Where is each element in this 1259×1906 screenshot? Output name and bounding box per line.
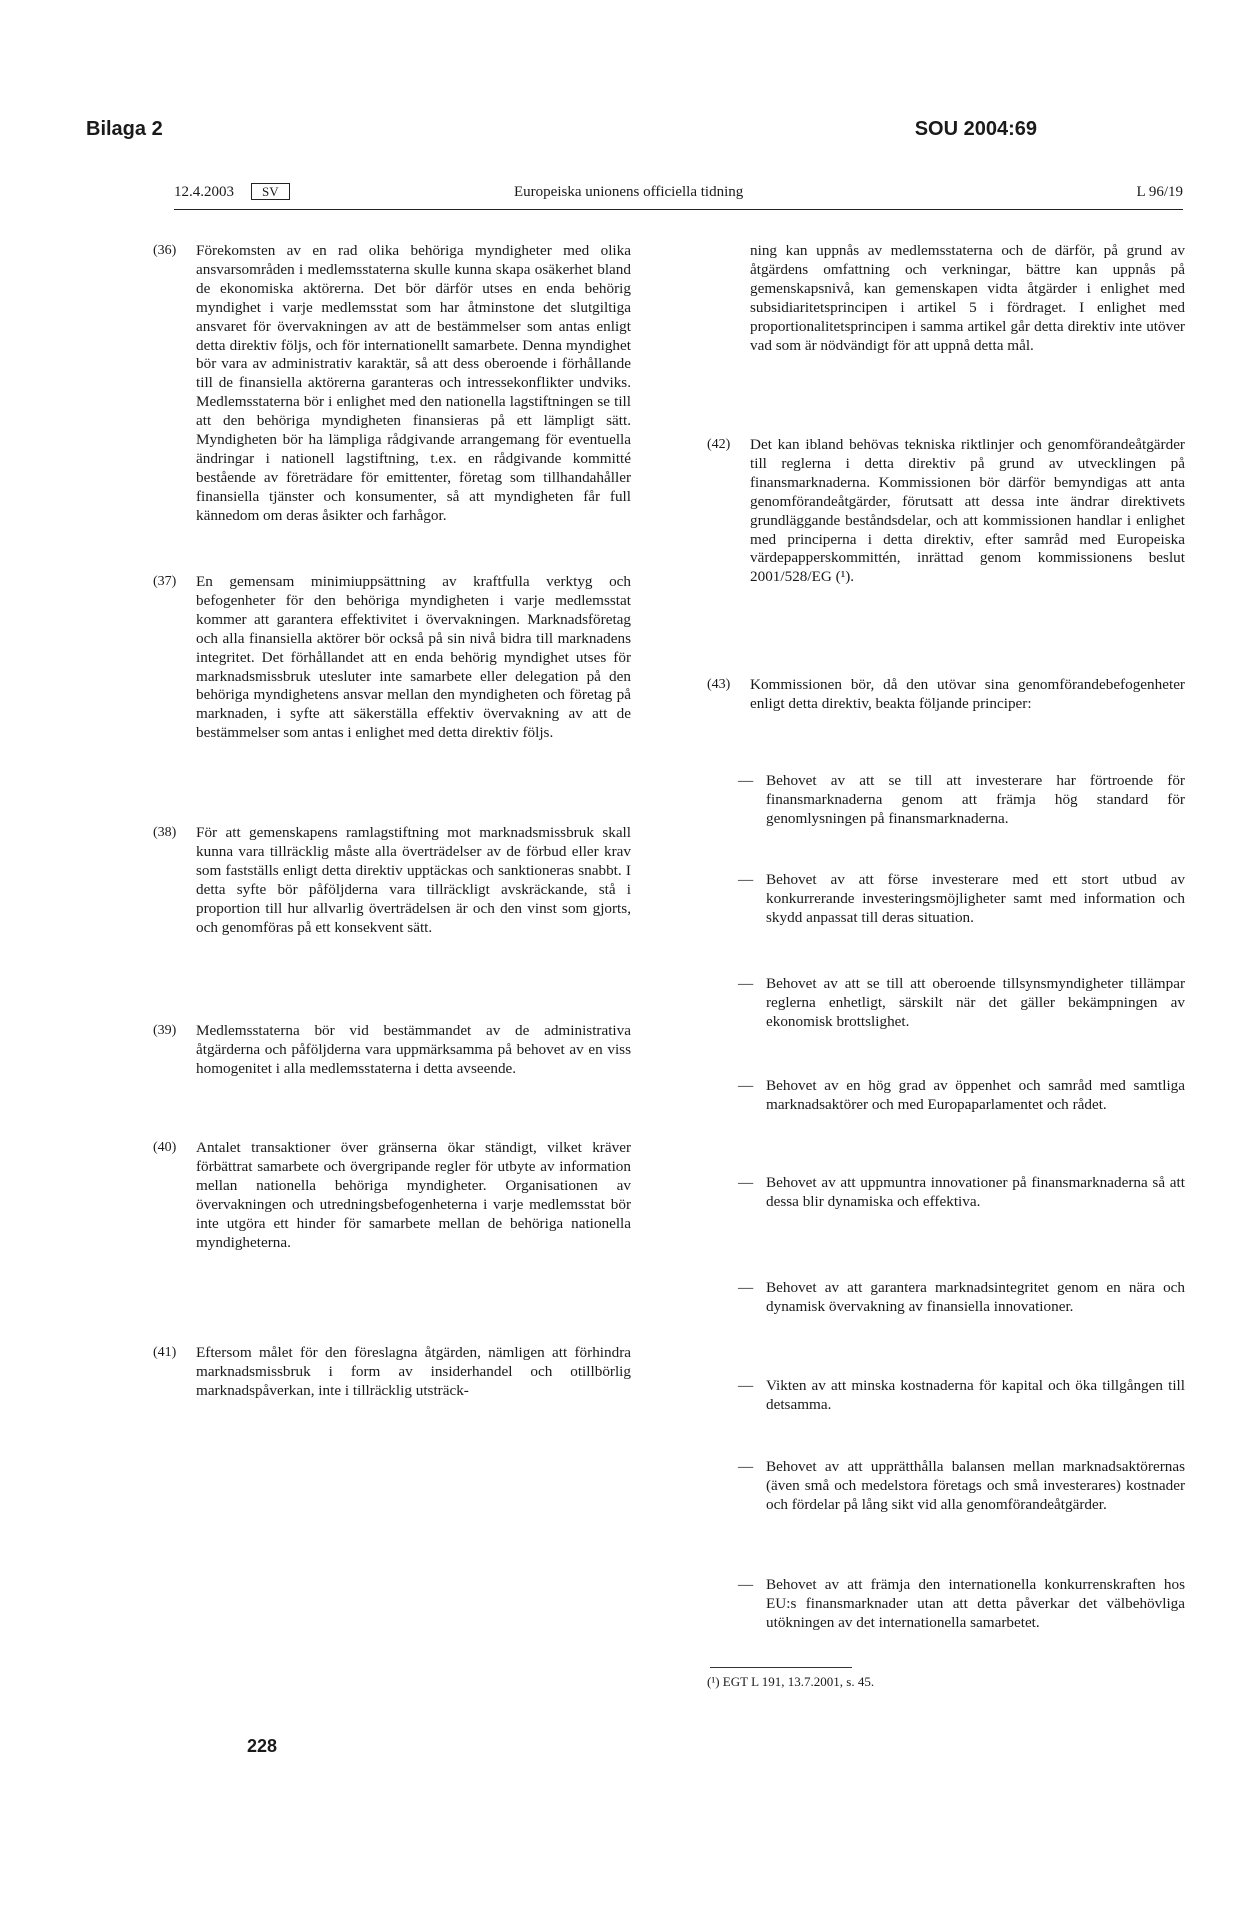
recital-text: Förekomsten av en rad olika behöriga myndigheter med olika ansvarsområden i medlemsstaterna skulle kunna skapa osäkerhet bland de ekonomiska aktörerna. Det bör därför utses en enda behörig myndighet i varje medlemsstat som har åtminstone det slutgiltiga ansvaret för övervakningen av att de bestämmelser som antas enligt detta direktiv följs, och för internationellt samarbete. Denna myndighet bör vara av administrativ karaktär, så att dess oberoende i förhållande till de finansiella aktörerna garanteras och intressekonflikter undviks. Medlemsstaterna bör i enlighet med den nationella lagstiftningen se till att den behöriga myndigheten finansieras på ett lämpligt sätt. Myndigheten bör ha lämpliga rådgivande arrangemang för eventuella ändringar i nationell lagstiftning, t.ex. en rådgivande kommitté bestående av företrädare för emittenter, företag som tillhandahåller finansiella tjänster och konsumenter, så att myndigheten får full kännedom om deras åsikter och farhågor.: [196, 242, 631, 524]
recital-number: (37): [153, 574, 177, 589]
recital-37: [153, 573, 631, 743]
dash-marker: —: [738, 1174, 754, 1191]
principle-item: [738, 1377, 1185, 1415]
dash-marker: —: [738, 1377, 754, 1394]
journal-reference: L 96/19: [1136, 184, 1183, 200]
principle-item: [738, 1576, 1185, 1633]
dash-marker: —: [738, 1576, 754, 1593]
recital-text: Antalet transaktioner över gränserna ökar ständigt, vilket kräver förbättrat samarbete och övergripande regler för utbyte av information mellan nationella behöriga myndigheter. Organisationen av övervakningen och utredningsbefogenheterna i varje medlemsstat bör inte utgöra ett hinder för samarbete mellan de behöriga nationella myndigheterna.: [196, 1139, 631, 1251]
principle-item: [738, 871, 1185, 928]
principle-item: [738, 975, 1185, 1032]
dash-marker: —: [738, 1458, 754, 1475]
recital-number: (38): [153, 825, 177, 840]
dash-marker: —: [738, 772, 754, 789]
principle-item: [738, 1458, 1185, 1515]
recital-number: (42): [707, 437, 731, 452]
recital-41-continuation: ning kan uppnås av medlemsstaterna och de därför, på grund av åtgärdens omfattning och verkningar, bättre kan uppnås på gemenskapsnivå, kan gemenskapen vidta åtgärder i enlighet med subsidiaritetsprincipen i artikel 5 i fördraget. I enlighet med proportionalitetsprincipen i samma artikel går detta direktiv inte utöver vad som är nödvändigt för att uppnå detta mål.: [750, 242, 1185, 354]
principle-text: Behovet av att garantera marknadsintegritet genom en nära och dynamisk övervakning av finansiella innovationer.: [766, 1279, 1185, 1315]
principle-item: [738, 772, 1185, 829]
principle-item: [738, 1174, 1185, 1212]
recital-36: [153, 242, 631, 526]
recital-number: (43): [707, 677, 731, 692]
dash-marker: —: [738, 975, 754, 992]
principle-text: Vikten av att minska kostnaderna för kapital och öka tillgången till detsamma.: [766, 1377, 1185, 1413]
recital-text: För att gemenskapens ramlagstiftning mot marknadsmissbruk skall kunna vara tillräcklig måste alla överträdelser av de förbud eller krav som fastställs enligt detta direktiv upptäckas och sanktioneras snabbt. I detta syfte bör påföljderna vara tillräckligt avskräckande, stå i proportion till hur allvarlig överträdelsen är och den vinst som gjorts, och genomföras på ett konsekvent sätt.: [196, 824, 631, 936]
dash-marker: —: [738, 1279, 754, 1296]
dash-marker: —: [738, 871, 754, 888]
principle-item: [738, 1077, 1185, 1115]
principle-text: Behovet av att upprätthålla balansen mellan marknadsaktörernas (även små och medelstora företags och små investerares) kostnader och fördelar på lång sikt vid alla genomförandeåtgärder.: [766, 1458, 1185, 1513]
recital-41: [153, 1344, 631, 1401]
recital-text: Eftersom målet för den föreslagna åtgärden, nämligen att förhindra marknadsmissbruk i form av insiderhandel och otillbörlig marknadspåverkan, inte i tillräcklig utsträck-: [196, 1344, 631, 1399]
footnote: (¹) EGT L 191, 13.7.2001, s. 45.: [707, 1674, 875, 1689]
recital-text: Kommissionen bör, då den utövar sina genomförandebefogenheter enligt detta direktiv, beakta följande principer:: [750, 676, 1185, 712]
recital-number: (36): [153, 243, 177, 258]
header-rule: [174, 209, 1183, 210]
recital-38: [153, 824, 631, 937]
recital-42: [707, 436, 1185, 587]
annex-label: Bilaga 2: [86, 118, 163, 140]
language-badge: SV: [251, 183, 290, 200]
principle-text: Behovet av att se till att oberoende tillsynsmyndigheter tillämpar reglerna enhetligt, särskilt när det gäller bekämpningen av ekonomisk brottslighet.: [766, 975, 1185, 1030]
journal-title: Europeiska unionens officiella tidning: [514, 184, 744, 200]
oj-date: 12.4.2003: [174, 184, 234, 200]
recital-number: (41): [153, 1345, 177, 1360]
principle-text: Behovet av att uppmuntra innovationer på finansmarknaderna så att dessa blir dynamiska och effektiva.: [766, 1174, 1185, 1210]
dash-marker: —: [738, 1077, 754, 1094]
principle-text: Behovet av en hög grad av öppenhet och samråd med samtliga marknadsaktörer och med Europaparlamentet och rådet.: [766, 1077, 1185, 1113]
recital-number: (39): [153, 1023, 177, 1038]
principle-text: Behovet av att förse investerare med ett stort utbud av konkurrerande investeringsmöjligheter samt med information och skydd anpassat till deras situation.: [766, 871, 1185, 926]
recital-text: Det kan ibland behövas tekniska riktlinjer och genomförandeåtgärder till reglerna i detta direktiv på grund av utvecklingen på finansmarknaderna. Kommissionen bör därför bemyndigas att anta genomförandeåtgärder, förutsatt att dessa inte ändrar direktivets grundläggande beståndsdelar, och att kommissionen handlar i enlighet med principerna i detta direktiv, efter samråd med Europeiska värdepapperskommittén, inrättad genom kommissionens beslut 2001/528/EG (¹).: [750, 436, 1185, 586]
principle-item: [738, 1279, 1185, 1317]
recital-40: [153, 1139, 631, 1252]
recital-number: (40): [153, 1140, 177, 1155]
principle-text: Behovet av att främja den internationella konkurrenskraften hos EU:s finansmarknader utan att detta påverkar det välbehövliga utökningen av det internationella samarbetet.: [766, 1576, 1185, 1631]
principle-text: Behovet av att se till att investerare har förtroende för finansmarknaderna genom att främja hög standard för genomlysningen på finansmarknaderna.: [766, 772, 1185, 827]
oj-header: [174, 184, 1183, 210]
recital-43: [707, 676, 1185, 714]
recital-39: [153, 1022, 631, 1079]
sou-reference: SOU 2004:69: [914, 118, 1037, 140]
recital-text: En gemensam minimiuppsättning av kraftfulla verktyg och befogenheter för den behöriga myndigheten i varje medlemsstat kommer att garantera effektivitet i övervakningen. Marknadsföretag och alla finansiella aktörer bör också på sin nivå bidra till marknadens integritet. Det förhållandet att en enda behörig myndighet utses för marknadsmissbruk utesluter inte samarbete eller delegation på den behöriga myndighetens ansvar mellan den myndigheten och företag på marknaden, i syfte att säkerställa effektiv övervakning av att de bestämmelser som antas i enlighet med detta direktiv följs.: [196, 573, 631, 742]
recital-text: Medlemsstaterna bör vid bestämmandet av de administrativa åtgärderna och påföljderna vara uppmärksamma på behovet av en viss homogenitet i alla medlemsstaterna i detta avseende.: [196, 1022, 631, 1077]
footnote-rule: [710, 1667, 852, 1668]
page-number: 228: [247, 1736, 278, 1756]
